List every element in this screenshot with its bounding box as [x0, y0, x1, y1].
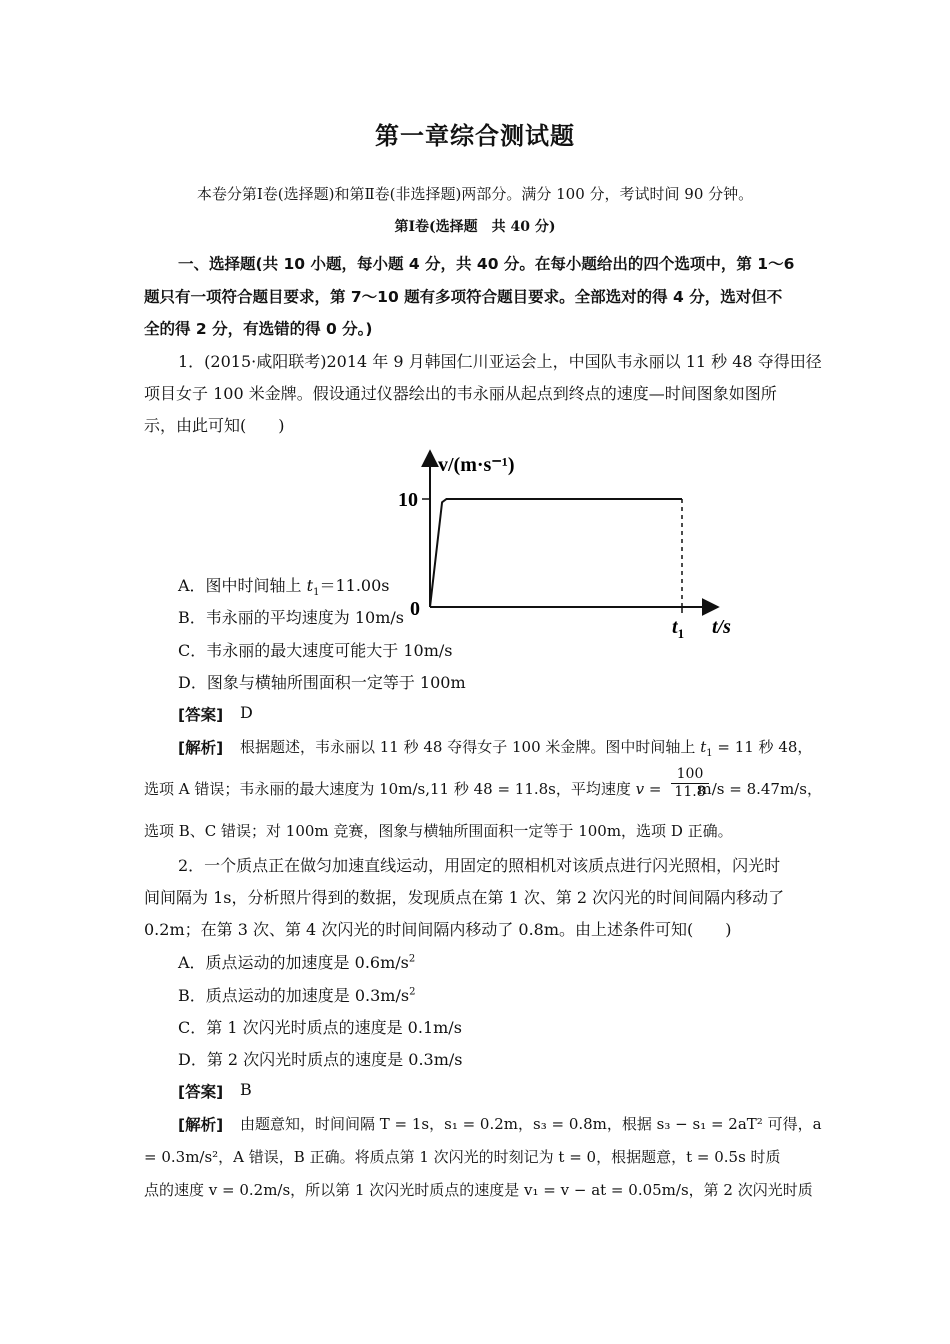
q1-stem-line-2: 项目女子 100 米金牌。假设通过仪器绘出的韦永丽从起点到终点的速度—时间图象如图所 — [144, 384, 777, 403]
page-title: 第一章综合测试题 — [375, 122, 575, 150]
origin-label: 0 — [410, 598, 420, 620]
q2-option-b: B．质点运动的加速度是 $0.3m/s^2$ — [178, 986, 416, 1005]
instructions-line-1: 一、选择题(共 10 小题，每小题 4 分，共 40 分。在每小题给出的四个选项中，第 1～6 — [178, 255, 795, 273]
y-tick-label: 10 — [398, 489, 418, 511]
q2-analysis-line-1: 由题意知，时间间隔 T = 1s，s₁ = 0.2m，s₃ = 0.8m，根据 s₃ − s₁ = 2aT² 可得，a — [240, 1115, 822, 1133]
q2-stem-line-1: 2．一个质点正在做匀加速直线运动，用固定的照相机对该质点进行闪光照相，闪光时 — [178, 856, 781, 875]
q2-analysis-line-3: 点的速度 v = 0.2m/s，所以第 1 次闪光时质点的速度是 v₁ = v − at = 0.05m/s，第 2 次闪光时质 — [144, 1181, 813, 1199]
q1-analysis-line-2: 选项 A 错误；韦永丽的最大速度为 10m/s,11 秒 48 = 11.8s，平均速度 v = m/s = 8.47m/s， — [144, 780, 822, 798]
q1-answer: D — [240, 703, 253, 722]
q1-option-d: D．图象与横轴所围面积一定等于 100m — [178, 673, 466, 692]
q1-option-b: B．韦永丽的平均速度为 10m/s — [178, 608, 404, 627]
section-heading: 第Ⅰ卷(选择题 共 40 分) — [394, 219, 556, 235]
q2-option-d: D．第 2 次闪光时质点的速度是 0.3m/s — [178, 1050, 463, 1069]
q1-fraction — [671, 766, 709, 801]
q2-answer-label: [答案] — [178, 1083, 224, 1101]
q2-answer: B — [240, 1080, 252, 1099]
instructions-line-3: 全的得 2 分，有选错的得 0 分。) — [144, 320, 373, 338]
q1-stem-line-3: 示，由此可知( ) — [144, 416, 285, 435]
velocity-time-chart — [390, 445, 750, 645]
velocity-series-line — [430, 499, 682, 607]
y-axis-label: v/(m·s⁻¹) — [438, 454, 515, 476]
q1-stem-line-1: 1．(2015·咸阳联考)2014 年 9 月韩国仁川亚运会上，中国队韦永丽以 11 秒 48 夺得田径 — [178, 352, 822, 371]
exam-intro: 本卷分第Ⅰ卷(选择题)和第Ⅱ卷(非选择题)两部分。满分 100 分，考试时间 90 分钟。 — [196, 185, 754, 203]
x-tick-t1-label: $t_1$ — [672, 616, 685, 641]
x-axis-label: t/s — [712, 616, 731, 638]
q2-analysis-label: [解析] — [178, 1116, 224, 1134]
q2-analysis-line-2: = 0.3m/s²，A 错误，B 正确。将质点第 1 次闪光的时刻记为 t = 0，根据题意，t = 0.5s 时质 — [144, 1148, 781, 1166]
q1-analysis-line-3: 选项 B、C 错误；对 100m 竞赛，图象与横轴所围面积一定等于 100m，选项 D 正确。 — [144, 822, 733, 840]
q1-option-c: C．韦永丽的最大速度可能大于 10m/s — [178, 641, 453, 660]
q2-stem-line-2: 间间隔为 1s，分析照片得到的数据，发现质点在第 1 次、第 2 次闪光的时间间隔内移动了 — [144, 888, 785, 907]
instructions-line-2: 题只有一项符合题目要求，第 7～10 题有多项符合题目要求。全部选对的得 4 分，选对但不 — [144, 288, 783, 306]
q2-stem-line-3: 0.2m；在第 3 次、第 4 次闪光的时间间隔内移动了 0.8m。由上述条件可知( ) — [144, 920, 732, 939]
fraction-denominator: 11.8 — [674, 784, 706, 800]
q2-option-c: C．第 1 次闪光时质点的速度是 0.1m/s — [178, 1018, 462, 1037]
q2-option-a: A．质点运动的加速度是 $0.6m/s^2$ — [178, 953, 416, 972]
q1-analysis-label: [解析] — [178, 739, 224, 757]
q1-option-a: A．图中时间轴上 $t_1=11.00s$ — [178, 576, 390, 599]
q1-answer-label: [答案] — [178, 706, 224, 724]
q1-analysis-line-1: 根据题述，韦永丽以 11 秒 48 夺得女子 100 米金牌。图中时间轴上 $t_1 = 11$ 秒 48， — [240, 738, 813, 759]
fraction-numerator: 100 — [671, 766, 709, 784]
